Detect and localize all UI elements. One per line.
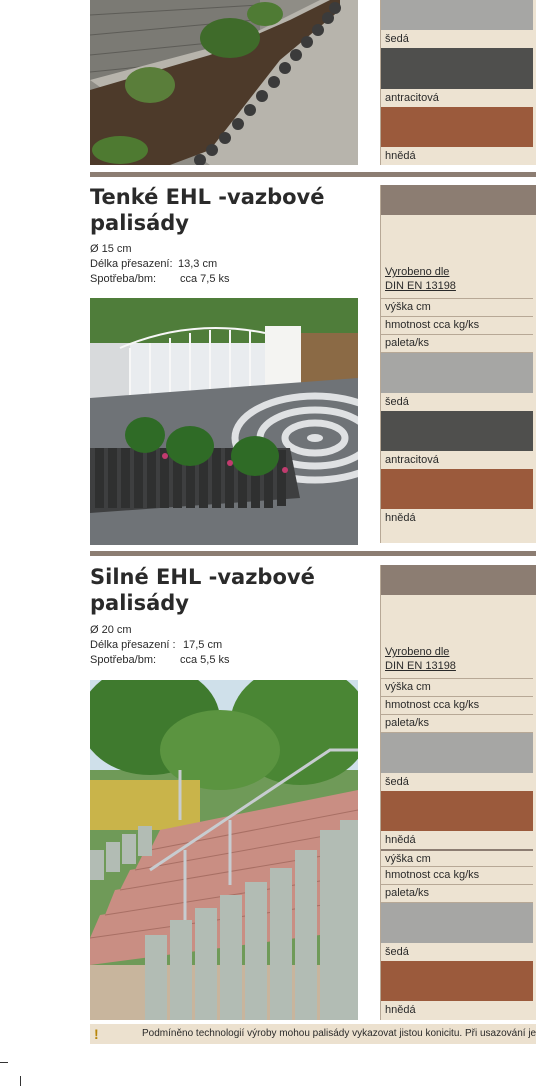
swatch-label: antracitová: [381, 89, 533, 107]
swatch-label: šedá: [381, 773, 533, 791]
swatch-label: hnědá: [381, 147, 533, 165]
spec-value: 17,5 cm: [183, 639, 223, 651]
photo-garden-bed: [90, 0, 358, 165]
spec-key: Ø 20 cm: [90, 624, 132, 636]
swatch-seda: [381, 0, 533, 30]
swatch-antracitova: [381, 48, 533, 89]
spec-key: Spotřeba/bm:: [90, 273, 157, 285]
norm-cell: Vyrobeno dle: [381, 265, 533, 284]
section-divider: [90, 172, 536, 177]
swatch-label: hnědá: [381, 1001, 533, 1019]
table-row: paleta/ks: [381, 715, 533, 733]
swatch-antracitova: [381, 411, 533, 451]
swatch-hneda: [381, 107, 533, 147]
table-header: [381, 565, 536, 595]
swatch-seda: [381, 353, 533, 393]
spec-key: Ø 15 cm: [90, 243, 132, 255]
spec-key: Délka přesazení:: [90, 258, 173, 270]
swatch-label: antracitová: [381, 451, 533, 469]
spec-value: cca 5,5 ks: [180, 654, 230, 666]
table-row: paleta/ks: [381, 335, 533, 353]
crop-mark: [20, 1076, 21, 1086]
norm-cell: Vyrobeno dle: [381, 645, 533, 664]
norm-cell: DIN EN 13198: [381, 279, 533, 299]
swatch-hneda: [381, 791, 533, 831]
spec-row: [90, 242, 230, 257]
notice-bar: [90, 1024, 536, 1044]
spec-list: [90, 242, 230, 287]
notice-text: Podmíněno technologií výroby mohou palisády vykazovat jistou konicitu. Při usazování je: [142, 1028, 536, 1039]
spec-list: [90, 623, 230, 668]
table-row: výška cm: [381, 679, 533, 697]
table-row: hmotnost cca kg/ks: [381, 317, 533, 335]
title-line: palisády: [90, 591, 189, 615]
warning-icon: !: [94, 1026, 99, 1042]
spec-value: cca 7,5 ks: [180, 273, 230, 285]
photo-driveway-gate: [90, 298, 358, 545]
swatch-label: hnědá: [381, 509, 533, 527]
color-table-thin: [380, 185, 536, 543]
swatch-seda: [381, 733, 533, 773]
table-row: výška cm: [381, 299, 533, 317]
color-table-top: [380, 0, 536, 165]
swatch-seda: [381, 903, 533, 943]
spec-row: [90, 638, 230, 653]
table-row: hmotnost cca kg/ks: [381, 867, 533, 885]
table-row: paleta/ks: [381, 885, 533, 903]
section-title: [90, 184, 325, 236]
spec-row: [90, 623, 230, 638]
swatch-hneda: [381, 469, 533, 509]
table-header: [381, 185, 536, 215]
spec-row: [90, 272, 230, 287]
spec-key: Spotřeba/bm:: [90, 654, 157, 666]
swatch-label: šedá: [381, 30, 533, 48]
swatch-label: šedá: [381, 943, 533, 961]
photo-staircase: [90, 680, 358, 1020]
spec-row: [90, 257, 230, 272]
crop-mark: [0, 1062, 8, 1063]
section-divider: [90, 551, 536, 556]
section-title: [90, 564, 315, 616]
spec-key: Délka přesazení :: [90, 639, 176, 651]
title-line: palisády: [90, 211, 189, 235]
color-table-thick: [380, 565, 536, 1020]
spec-row: [90, 653, 230, 668]
title-line: Silné EHL -vazbové: [90, 565, 315, 589]
swatch-label: šedá: [381, 393, 533, 411]
table-row: výška cm: [381, 849, 533, 867]
swatch-hneda: [381, 961, 533, 1001]
table-row: hmotnost cca kg/ks: [381, 697, 533, 715]
swatch-label: hnědá: [381, 831, 533, 849]
norm-cell: DIN EN 13198: [381, 659, 533, 679]
title-line: Tenké EHL -vazbové: [90, 185, 325, 209]
spec-value: 13,3 cm: [178, 258, 218, 270]
